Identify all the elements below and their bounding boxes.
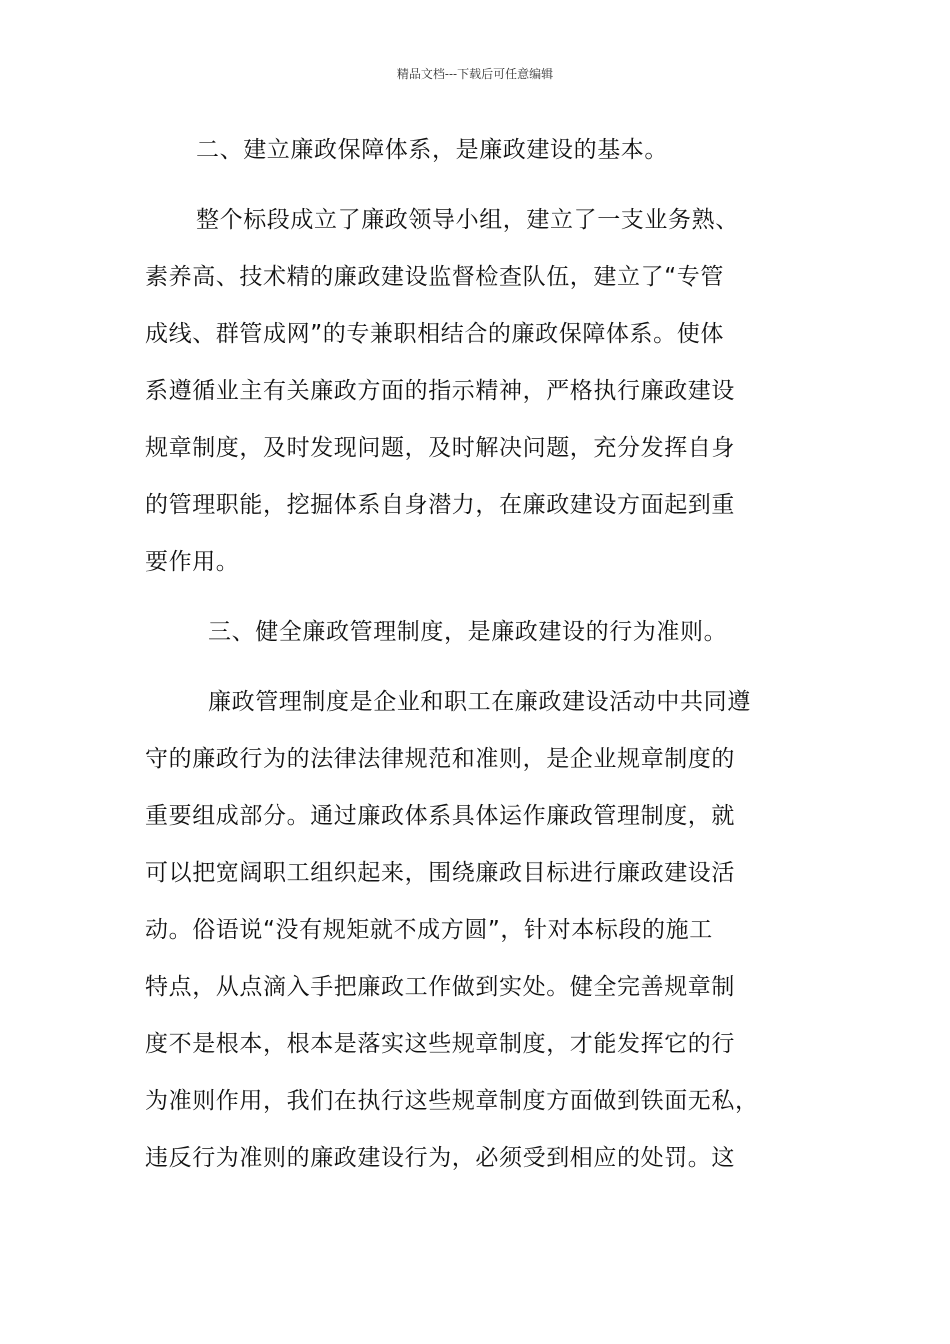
paragraph-3-line-2: 守的廉政行为的法律法律规范和准则，是企业规章制度的 <box>145 746 735 772</box>
paragraph-2-line-6: 的管理职能，挖掘体系自身潜力，在廉政建设方面起到重 <box>145 492 735 518</box>
paragraph-3-line-7: 度不是根本，根本是落实这些规章制度，才能发挥它的行 <box>145 1031 735 1057</box>
paragraph-3-line-5: 动。俗语说“没有规矩就不成方圆”，针对本标段的施工 <box>145 917 713 943</box>
page-header: 精品文档---下载后可任意编辑 <box>396 67 554 81</box>
paragraph-2-line-3: 成线、群管成网”的专兼职相结合的廉政保障体系。使体 <box>145 321 724 347</box>
paragraph-3-line-1: 廉政管理制度是企业和职工在廉政建设活动中共同遵 <box>208 689 751 715</box>
paragraph-3-line-6: 特点，从点滴入手把廉政工作做到实处。健全完善规章制 <box>145 974 735 1000</box>
paragraph-3-line-8: 为准则作用，我们在执行这些规章制度方面做到铁面无私， <box>145 1088 759 1114</box>
paragraph-2-line-5: 规章制度，及时发现问题，及时解决问题，充分发挥自身 <box>145 435 735 461</box>
paragraph-2-line-2: 素养高、技术精的廉政建设监督检查队伍，建立了“专管 <box>145 264 724 290</box>
paragraph-2-line-1: 整个标段成立了廉政领导小组，建立了一支业务熟、 <box>196 207 739 233</box>
section-heading-2: 二、建立廉政保障体系，是廉政建设的基本。 <box>196 137 668 163</box>
section-heading-3: 三、健全廉政管理制度，是廉政建设的行为准则。 <box>208 619 728 645</box>
paragraph-3-line-3: 重要组成部分。通过廉政体系具体运作廉政管理制度，就 <box>145 803 735 829</box>
paragraph-3-line-4: 可以把宽阔职工组织起来，围绕廉政目标进行廉政建设活 <box>145 860 735 886</box>
paragraph-2-line-4: 系遵循业主有关廉政方面的指示精神，严格执行廉政建设 <box>145 378 735 404</box>
paragraph-2-line-7: 要作用。 <box>145 549 240 575</box>
paragraph-3-line-9: 违反行为准则的廉政建设行为，必须受到相应的处罚。这 <box>145 1145 735 1171</box>
